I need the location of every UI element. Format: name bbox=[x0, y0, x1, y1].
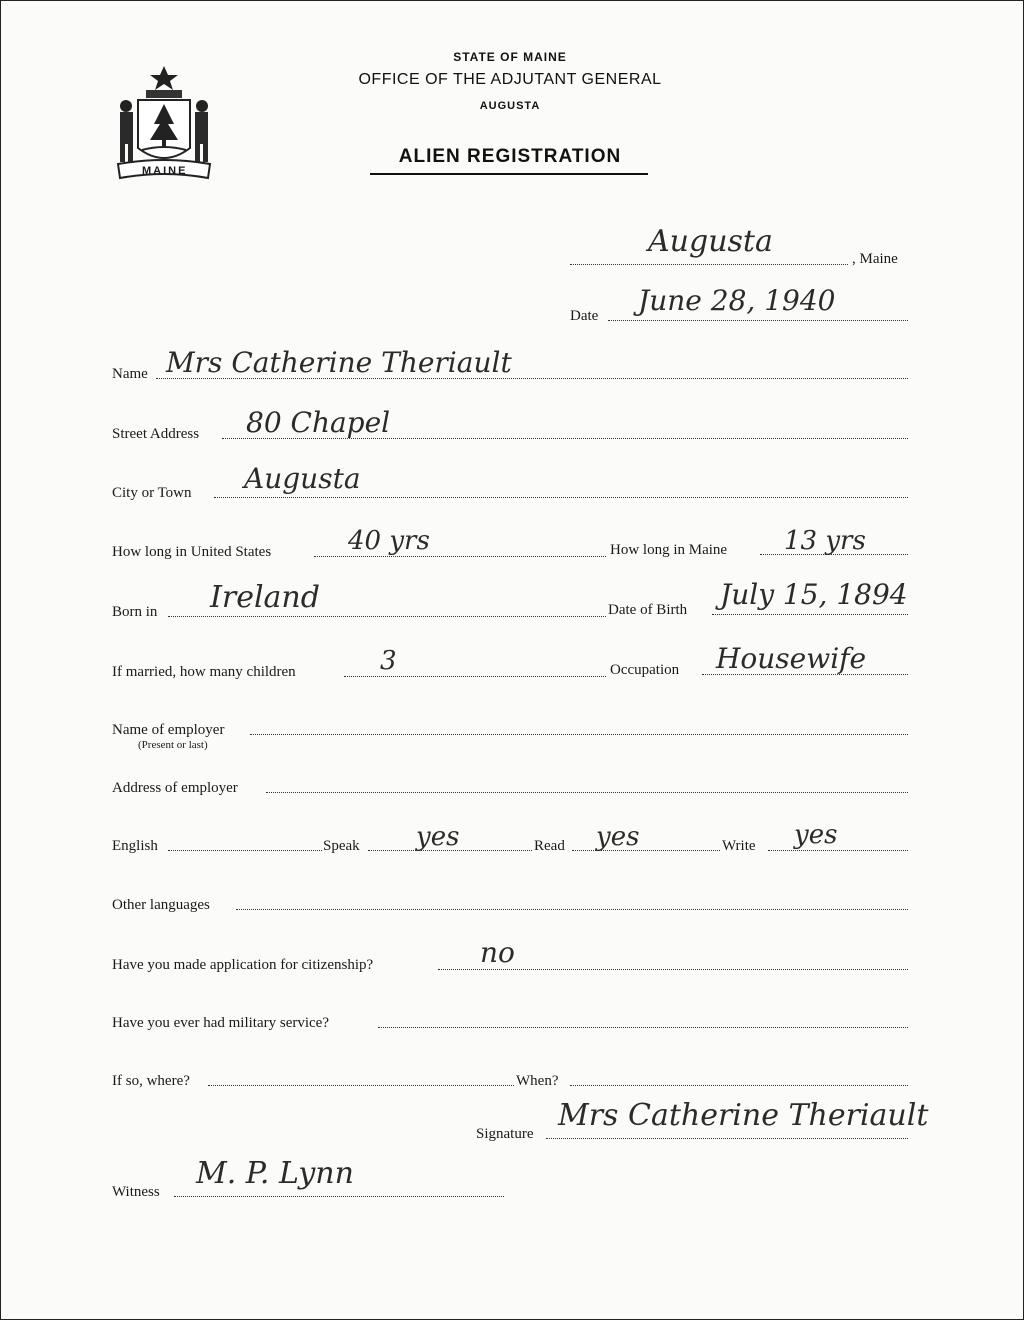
signature-line bbox=[546, 1138, 908, 1139]
military-line bbox=[378, 1027, 908, 1028]
write-label: Write bbox=[722, 838, 756, 854]
witness-value: M. P. Lynn bbox=[196, 1156, 354, 1191]
city-heading: AUGUSTA bbox=[479, 100, 541, 112]
city-value: Augusta bbox=[244, 462, 361, 495]
when-label: When? bbox=[516, 1073, 559, 1089]
form-title: ALIEN REGISTRATION bbox=[398, 146, 622, 167]
street-label: Street Address bbox=[112, 426, 200, 442]
maine-label: , Maine bbox=[852, 251, 898, 267]
english-line bbox=[168, 850, 322, 851]
street-value: 80 Chapel bbox=[246, 406, 391, 439]
when-line bbox=[570, 1085, 908, 1086]
state-heading: STATE OF MAINE bbox=[453, 50, 567, 64]
speak-value: yes bbox=[416, 822, 460, 852]
born-label: Born in bbox=[112, 604, 158, 620]
children-value: 3 bbox=[380, 646, 397, 676]
name-value: Mrs Catherine Theriault bbox=[166, 346, 512, 379]
born-line bbox=[168, 616, 606, 617]
signature-label: Signature bbox=[476, 1126, 534, 1142]
us-label: How long in United States bbox=[112, 544, 272, 560]
town-value: Augusta bbox=[648, 224, 773, 259]
write-line bbox=[768, 850, 908, 851]
other-languages-label: Other languages bbox=[112, 897, 210, 913]
us-value: 40 yrs bbox=[348, 526, 430, 556]
citizenship-line bbox=[438, 969, 908, 970]
citizenship-label: Have you made application for citizenship? bbox=[112, 957, 374, 973]
dob-value: July 15, 1894 bbox=[720, 578, 908, 611]
maine-time-value: 13 yrs bbox=[784, 526, 866, 556]
name-label: Name bbox=[112, 366, 148, 382]
city-line bbox=[214, 497, 908, 498]
employer-label: Name of employer bbox=[112, 722, 225, 738]
town-line bbox=[570, 264, 848, 265]
other-languages-line bbox=[236, 909, 908, 910]
children-line bbox=[344, 676, 606, 677]
employer-address-label: Address of employer bbox=[112, 780, 238, 796]
children-label: If married, how many children bbox=[112, 664, 296, 680]
title-underline bbox=[370, 173, 648, 175]
city-label: City or Town bbox=[112, 485, 192, 501]
date-value: June 28, 1940 bbox=[638, 284, 836, 317]
signature-value: Mrs Catherine Theriault bbox=[558, 1098, 929, 1133]
witness-line bbox=[174, 1196, 504, 1197]
english-label: English bbox=[112, 838, 158, 854]
military-label: Have you ever had military service? bbox=[112, 1015, 329, 1031]
occupation-label: Occupation bbox=[610, 662, 680, 678]
seal-banner-text: MAINE bbox=[142, 165, 188, 177]
where-line bbox=[208, 1085, 514, 1086]
date-line bbox=[608, 320, 908, 321]
date-label: Date bbox=[570, 308, 599, 324]
write-value: yes bbox=[794, 820, 838, 850]
employer-line bbox=[250, 734, 908, 735]
dob-line bbox=[712, 614, 908, 615]
read-label: Read bbox=[534, 838, 565, 854]
office-heading: OFFICE OF THE ADJUTANT GENERAL bbox=[358, 71, 662, 88]
employer-address-line bbox=[266, 792, 908, 793]
read-line bbox=[572, 850, 720, 851]
occupation-value: Housewife bbox=[716, 642, 867, 675]
speak-label: Speak bbox=[323, 838, 360, 854]
where-label: If so, where? bbox=[112, 1073, 190, 1089]
employer-sublabel: (Present or last) bbox=[138, 739, 208, 751]
citizenship-value: no bbox=[480, 936, 515, 969]
us-line bbox=[314, 556, 606, 557]
maine-time-label: How long in Maine bbox=[610, 542, 728, 558]
born-value: Ireland bbox=[210, 580, 320, 615]
dob-label: Date of Birth bbox=[608, 602, 688, 618]
witness-label: Witness bbox=[112, 1184, 160, 1200]
read-value: yes bbox=[596, 822, 640, 852]
